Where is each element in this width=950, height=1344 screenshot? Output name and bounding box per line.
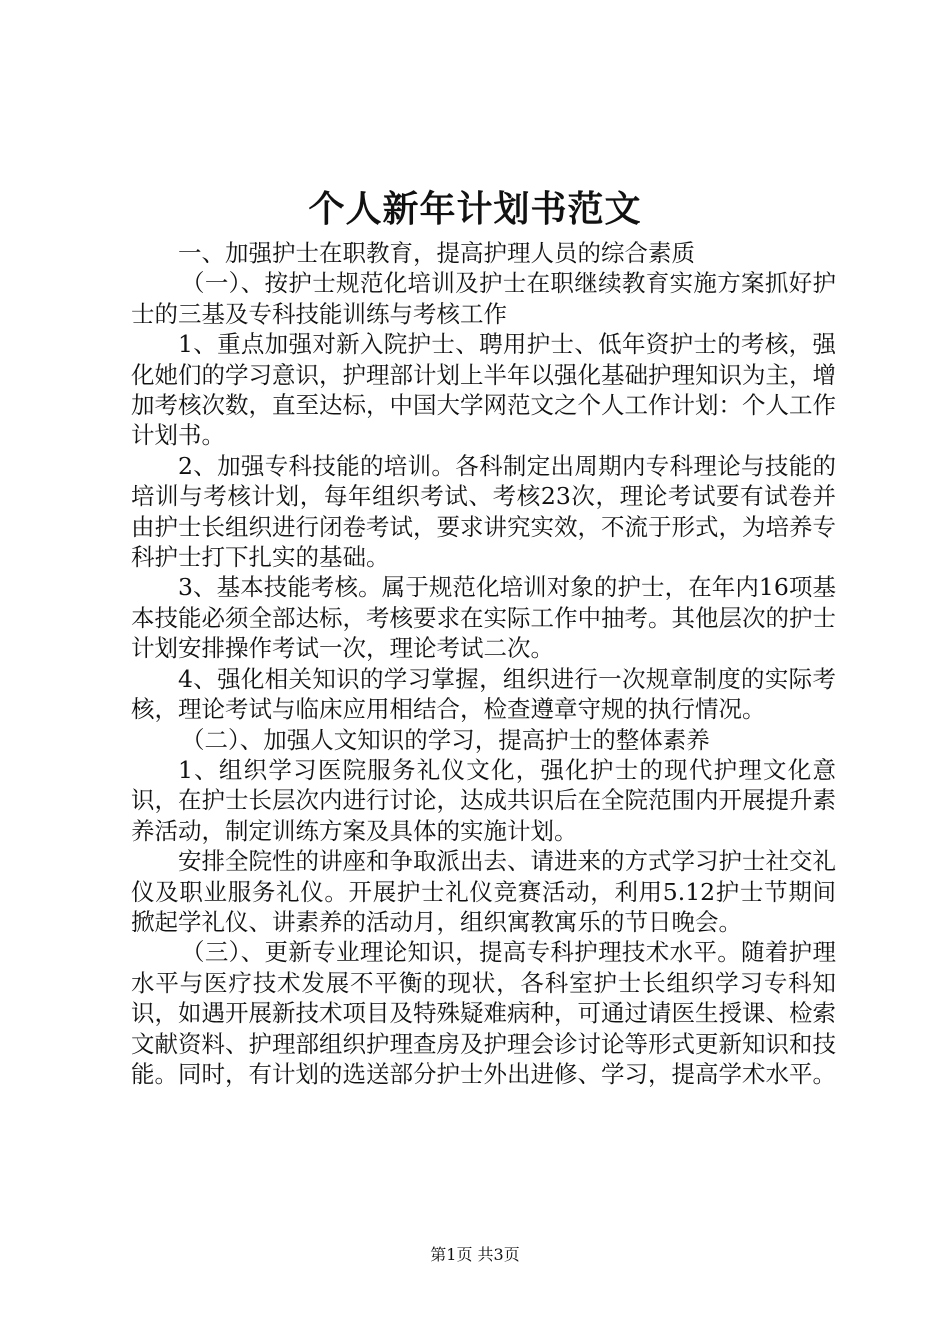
page-indicator: 第1页 共3页 bbox=[430, 1245, 520, 1264]
subsection-heading-1: （一）、按护士规范化培训及护士在职继续教育实施方案抓好护士的三基及专科技能训练与考核工作 bbox=[131, 269, 836, 328]
subsection-paragraph-3: （三）、更新专业理论知识，提高专科护理技术水平。随着护理水平与医疗技术发展不平衡的现状，各科室护士长组织学习专科知识，如遇开展新技术项目及特殊疑难病种，可通过请医生授课、检索文献资料、护理部组织护理查房及护理会诊讨论等形式更新知识和技能。同时，有计划的选送部分护士外出进修、学习，提高学术水平。 bbox=[131, 938, 836, 1088]
section-heading-1: 一、加强护士在职教育，提高护理人员的综合素质 bbox=[178, 239, 695, 267]
paragraph-item-2: 2、加强专科技能的培训。各科制定出周期内专科理论与技能的培训与考核计划，每年组织考试、考核23次，理论考试要有试卷并由护士长组织进行闭卷考试，要求讲究实效，不流于形式，为培养专科护士打下扎实的基础。 bbox=[131, 451, 836, 572]
subsection-heading-2: （二）、加强人文知识的学习，提高护士的整体素养 bbox=[181, 725, 710, 754]
document-title: 个人新年计划书范文 bbox=[308, 188, 642, 230]
paragraph-item-1: 1、重点加强对新入院护士、聘用护士、低年资护士的考核，强化她们的学习意识，护理部计划上半年以强化基础护理知识为主，增加考核次数，直至达标，中国大学网范文之个人工作计划：个人工作计划书。 bbox=[131, 330, 836, 450]
paragraph-item-4: 4、强化相关知识的学习掌握，组织进行一次规章制度的实际考核，理论考试与临床应用相结合，检查遵章守规的执行情况。 bbox=[131, 664, 836, 724]
paragraph-item-5: 1、组织学习医院服务礼仪文化，强化护士的现代护理文化意识，在护士长层次内进行讨论，达成共识后在全院范围内开展提升素养活动，制定训练方案及具体的实施计划。 bbox=[131, 755, 836, 845]
document-body bbox=[131, 238, 836, 1089]
paragraph-item-3: 3、基本技能考核。属于规范化培训对象的护士，在年内16项基本技能必须全部达标，考核要求在实际工作中抽考。其他层次的护士计划安排操作考试一次，理论考试二次。 bbox=[131, 573, 836, 663]
paragraph-item-6: 安排全院性的讲座和争取派出去、请进来的方式学习护士社交礼仪及职业服务礼仪。开展护士礼仪竞赛活动，利用5.12护士节期间掀起学礼仪、讲素养的活动月，组织寓教寓乐的节日晚会。 bbox=[131, 847, 836, 936]
